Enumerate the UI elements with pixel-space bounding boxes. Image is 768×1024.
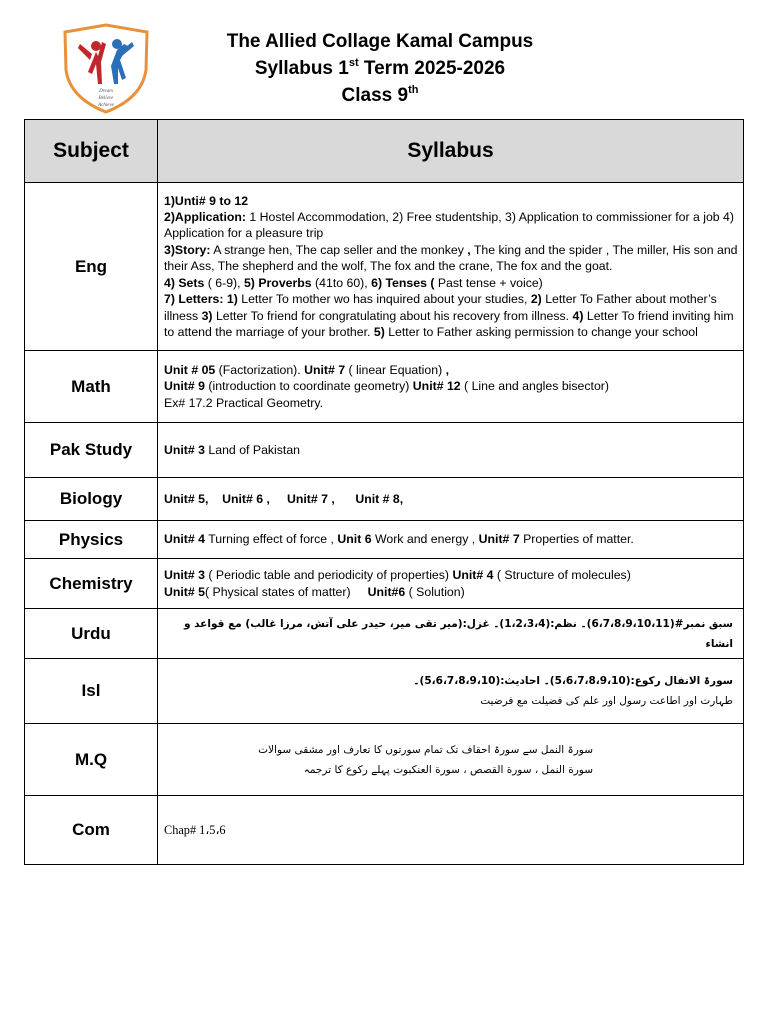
subject-mq: M.Q: [25, 724, 158, 796]
syllabus-chemistry: Unit# 3 ( Periodic table and periodicity of properties) Unit# 4 ( Structure of molecules) Unit# 5( Physical states of matter) Unit#6 ( Solution): [158, 559, 744, 609]
syllabus-biology: Unit# 5, Unit# 6 , Unit# 7 , Unit # 8,: [158, 478, 744, 521]
subject-math: Math: [25, 351, 158, 423]
syllabus-eng: 1)Unti# 9 to 12 2)Application: 1 Hostel Accommodation, 2) Free studentship, 3) Application to commissioner for a job 4) Application for a pleasure trip 3)Story: A strange hen, The cap seller and the monkey , The king and the spider , The miller, His son and their Ass, The shepherd and the wolf, The fox and the crane, The fox and the goat. 4) Sets ( 6-9), 5) Proverbs (41to 60), 6) Tenses ( Past tense + voice) 7) Letters: 1) Letter To mother wo has inquired about your studies, 2) Letter To Father about mother’s illness 3) Letter To friend for congratulating about his recovery from illness. 4) Letter To friend inviting him to attend the marriage of your brother. 5) Letter to Father asking permission to change your school: [158, 183, 744, 351]
syllabus-math: Unit # 05 (Factorization). Unit# 7 ( linear Equation) , Unit# 9 (introduction to coordinate geometry) Unit# 12 ( Line and angles bisector) Ex# 17.2 Practical Geometry.: [158, 351, 744, 423]
syllabus-physics: Unit# 4 Turning effect of force , Unit 6 Work and energy , Unit# 7 Properties of matter.: [158, 521, 744, 559]
syllabus-com: Chap# 1،5،6: [158, 796, 744, 865]
subject-isl: Isl: [25, 659, 158, 724]
syllabus-isl: سورۃ الانفال رکوع:(5،6،7،8،9،10)۔ احادیث:(5،6،7،8،9،10)۔ طہارت اور اطاعت رسول اور علم کی فضیلت مع فرضیت: [158, 659, 744, 724]
subject-chemistry: Chemistry: [25, 559, 158, 609]
subject-urdu: Urdu: [25, 609, 158, 659]
subject-pak-study: Pak Study: [25, 423, 158, 478]
table-row-biology: [25, 478, 744, 521]
table-row-pak-study: [25, 423, 744, 478]
school-name: The Allied Collage Kamal Campus: [226, 31, 534, 52]
table-row-physics: [25, 521, 744, 559]
table-row-eng: [25, 183, 744, 351]
table-row-isl: [25, 659, 744, 724]
syllabus-table: [24, 119, 744, 865]
school-logo: [62, 22, 150, 114]
subject-com: Com: [25, 796, 158, 865]
header-subject: Subject: [25, 120, 158, 183]
syllabus-urdu: سبق نمبر#(6،7،8،9،10،11)۔ نظم:(1،2،3،4)۔ غزل:(میر تقی میر، حیدر علی آتش، مرزا غالب) مع قواعد و انشاء: [158, 609, 744, 659]
table-row-urdu: [25, 609, 744, 659]
page-header: [180, 28, 580, 109]
logo-motto-2: Believe: [98, 96, 114, 101]
table-row-com: [25, 796, 744, 865]
subject-biology: Biology: [25, 478, 158, 521]
syllabus-pak-study: Unit# 3 Land of Pakistan: [158, 423, 744, 478]
logo-motto-1: Dream: [99, 89, 113, 94]
table-row-math: [25, 351, 744, 423]
logo-motto-3: Achieve: [98, 103, 114, 108]
term-title: Syllabus 1st Term 2025-2026: [254, 57, 506, 79]
syllabus-mq: سورۃ النمل سے سورۃ احقاف تک تمام سورتوں کا تعارف اور مشقی سوالات سورة النمل ، سورة القصص ، سورة العنكبوت پہلے رکوع کا ترجمہ: [158, 724, 744, 796]
table-header-row: [25, 120, 744, 183]
table-row-chemistry: [25, 559, 744, 609]
header-syllabus: Syllabus: [158, 120, 744, 183]
subject-eng: Eng: [25, 183, 158, 351]
class-title: Class 9th: [341, 84, 419, 106]
subject-physics: Physics: [25, 521, 158, 559]
table-row-mq: [25, 724, 744, 796]
